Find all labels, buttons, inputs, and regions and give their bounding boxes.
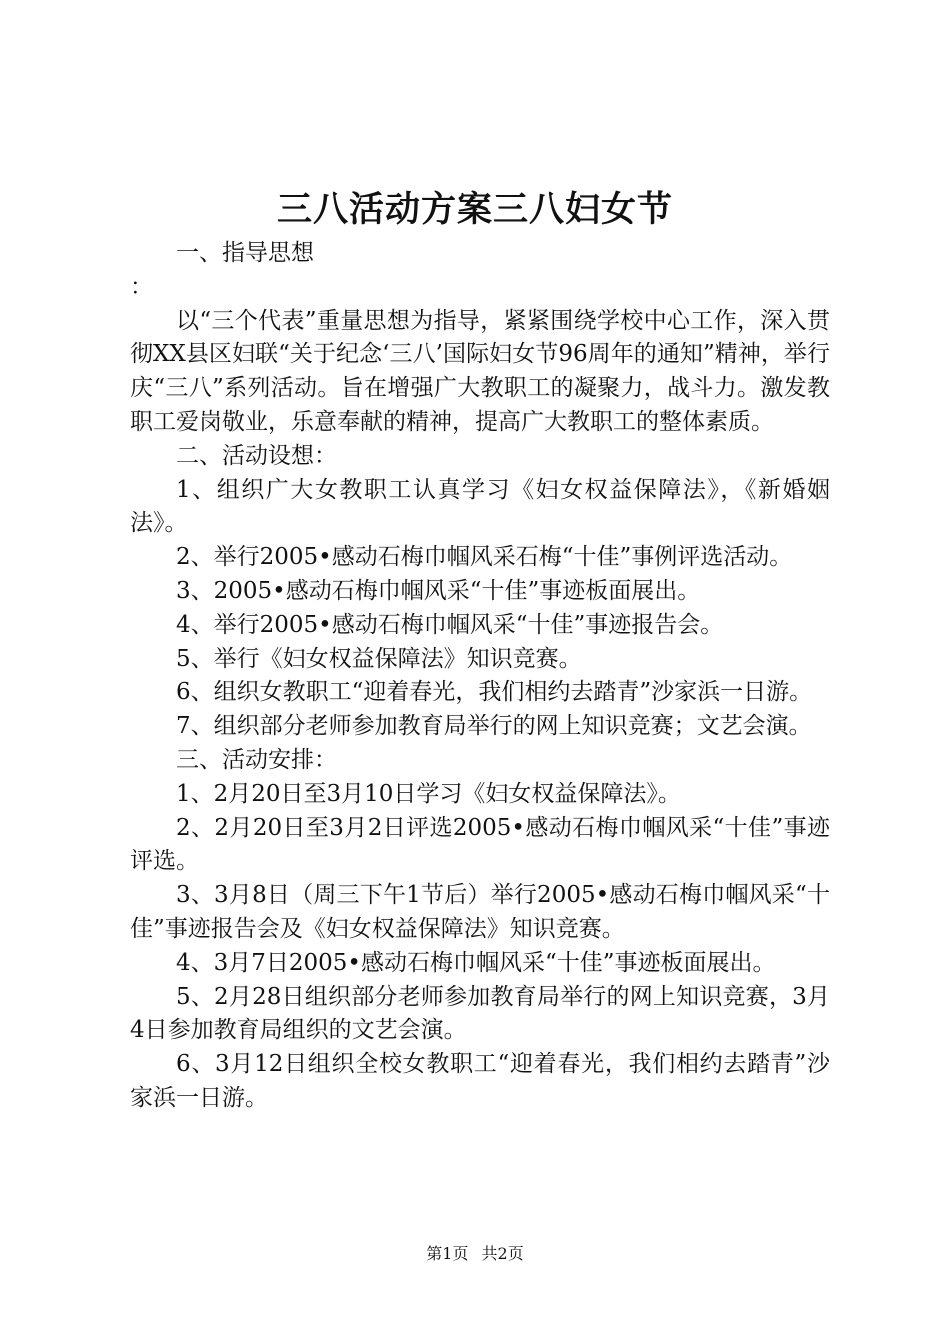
page-number: 第1页 (426, 1244, 469, 1263)
paragraph: 3、2005•感动石梅巾帼风采“十佳”事迹板面展出。 (176, 577, 701, 604)
paragraph: 2、2月20日至3月2日评选2005•感动石梅巾帼风采“十佳”事迹评选。 (130, 814, 830, 875)
document-title: 三八活动方案三八妇女节 (276, 189, 673, 230)
paragraph: 5、举行《妇女权益保障法》知识竞赛。 (176, 645, 582, 672)
paragraph: 一、指导思想 (176, 240, 314, 266)
paragraph: 6、组织女教职工“迎着春光，我们相约去踏青”沙家浜一日游。 (176, 679, 813, 706)
page-footer (0, 1240, 950, 1268)
paragraph: 二、活动设想： (176, 442, 337, 469)
paragraph: 三、活动安排： (176, 746, 337, 773)
paragraph: 5、2月28日组织部分老师参加教育局举行的网上知识竞赛，3月4日参加教育局组织的文艺会演。 (130, 983, 830, 1044)
document-body (130, 237, 830, 1116)
paragraph: ： (130, 273, 153, 300)
paragraph: 4、举行2005•感动石梅巾帼风采“十佳”事迹报告会。 (176, 611, 724, 638)
paragraph: 2、举行2005•感动石梅巾帼风采石梅“十佳”事例评选活动。 (176, 544, 793, 571)
paragraph: 1、2月20日至3月10日学习《妇女权益保障法》。 (176, 780, 681, 807)
paragraph: 6、3月12日组织全校女教职工“迎着春光，我们相约去踏青”沙家浜一日游。 (130, 1051, 830, 1111)
paragraph: 以“三个代表”重量思想为指导，紧紧围绕学校中心工作，深入贯彻XX县区妇联“关于纪念‘三八’国际妇女节96周年的通知”精神，举行庆“三八”系列活动。旨在增强广大教职工的凝聚力，战斗力。激发教职工爱岗敬业，乐意奉献的精神，提高广大教职工的整体素质。 (130, 307, 830, 435)
page-count: 共2页 (481, 1244, 524, 1263)
paragraph: 4、3月7日2005•感动石梅巾帼风采“十佳”事迹板面展出。 (176, 949, 776, 976)
paragraph: 7、组织部分老师参加教育局举行的网上知识竞赛；文艺会演。 (176, 713, 812, 740)
paragraph: 1、组织广大女教职工认真学习《妇女权益保障法》，《新婚姻法》。 (130, 476, 830, 537)
paragraph: 3、3月8日（周三下午1节后）举行2005•感动石梅巾帼风采“十佳”事迹报告会及《妇女权益保障法》知识竞赛。 (130, 882, 830, 942)
